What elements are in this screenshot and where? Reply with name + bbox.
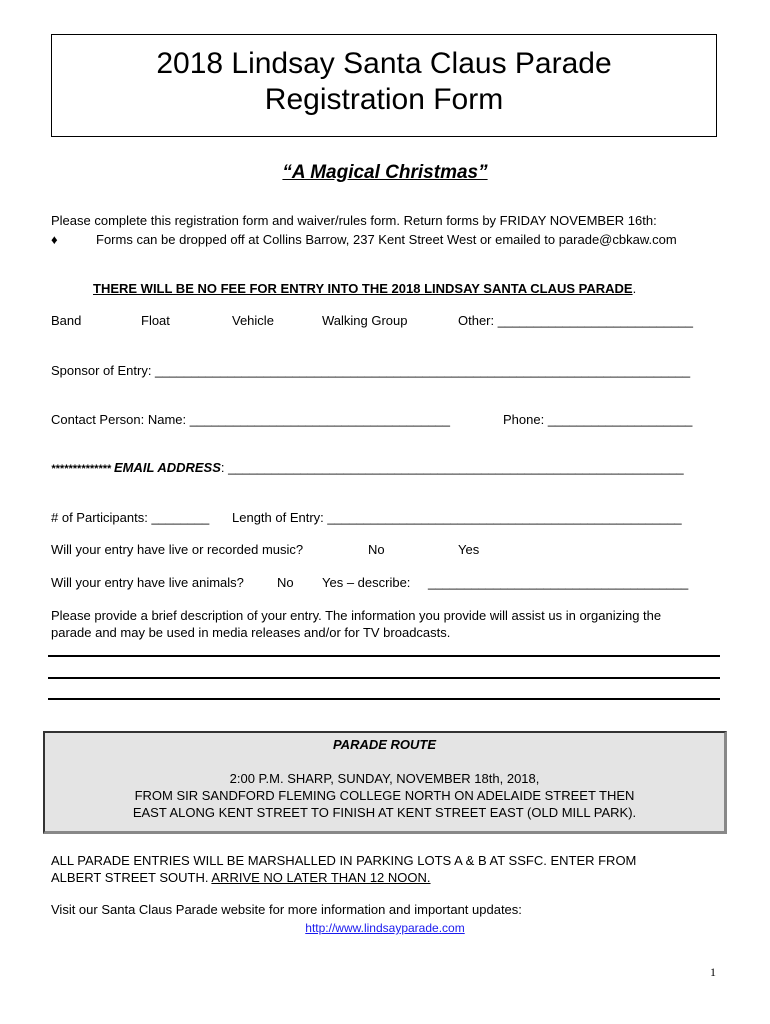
entry-type-band: Band [51, 313, 82, 328]
animals-question: Will your entry have live animals? [51, 575, 244, 590]
entry-type-other-field: Other: ___________________________ [458, 313, 693, 328]
parade-route-title: PARADE ROUTE [332, 737, 437, 752]
description-instructions-line-1: Please provide a brief description of your entry. The information you provide will assist us in organizing the [51, 608, 662, 623]
entry-type-vehicle: Vehicle [232, 313, 274, 328]
title-box [51, 34, 717, 137]
description-line-3 [48, 698, 720, 700]
description-instructions-line-2: parade and may be used in media releases and/or for TV broadcasts. [51, 625, 451, 640]
animals-no: No [277, 575, 294, 590]
music-yes: Yes [458, 542, 480, 557]
entry-type-walking-group: Walking Group [322, 313, 408, 328]
email-stars: ************** [51, 463, 114, 475]
sponsor-field: Sponsor of Entry: __________________________________________________________________________ [51, 363, 691, 378]
intro-line: Please complete this registration form and waiver/rules form. Return forms by FRIDAY NOVEMBER 16th: [51, 213, 657, 228]
entry-type-float: Float [141, 313, 170, 328]
title-line-2: Registration Form [264, 83, 504, 116]
email-field [51, 460, 684, 477]
parade-route-finish: EAST ALONG KENT STREET TO FINISH AT KENT STREET EAST (OLD MILL PARK). [132, 805, 637, 820]
participants-field: # of Participants: ________ [51, 510, 210, 525]
email-blank: : _______________________________________________________________ [220, 460, 684, 475]
website-link[interactable]: http://www.lindsayparade.com [305, 921, 465, 935]
drop-off-line: Forms can be dropped off at Collins Barrow, 237 Kent Street West or emailed to parade@cbkaw.com [96, 232, 677, 247]
title-line-1: 2018 Lindsay Santa Claus Parade [156, 47, 612, 80]
website-link-wrap [0, 919, 770, 937]
description-line-1 [48, 655, 720, 657]
page-number: 1 [710, 965, 716, 979]
marshalled-line-2 [51, 870, 431, 886]
contact-phone-field: Phone: ____________________ [503, 412, 693, 427]
animals-yes-describe: Yes – describe: [322, 575, 411, 590]
subtitle: “A Magical Christmas” [282, 162, 488, 183]
bullet-icon: ♦ [51, 232, 58, 247]
marshalled-prefix: ALBERT STREET SOUTH. [51, 870, 212, 885]
description-line-2 [48, 677, 720, 679]
website-text: Visit our Santa Claus Parade website for more information and important updates: [51, 902, 522, 917]
music-no: No [368, 542, 385, 557]
music-question: Will your entry have live or recorded music? [51, 542, 304, 557]
no-fee-notice [93, 281, 636, 297]
no-fee-text: THERE WILL BE NO FEE FOR ENTRY INTO THE 2018 LINDSAY SANTA CLAUS PARADE [93, 281, 633, 296]
length-field: Length of Entry: _________________________________________________ [232, 510, 682, 525]
arrive-deadline: ARRIVE NO LATER THAN 12 NOON. [211, 870, 431, 885]
parade-route-box [43, 731, 727, 834]
no-fee-period: . [632, 281, 637, 296]
animals-describe-blank: ____________________________________ [428, 575, 689, 590]
marshalled-line-1: ALL PARADE ENTRIES WILL BE MARSHALLED IN PARKING LOTS A & B AT SSFC. ENTER FROM [51, 853, 637, 868]
parade-route-start: FROM SIR SANDFORD FLEMING COLLEGE NORTH ON ADELAIDE STREET THEN [134, 788, 635, 803]
email-label: EMAIL ADDRESS [114, 460, 221, 475]
contact-name-field: Contact Person: Name: ____________________________________ [51, 412, 451, 427]
parade-route-time: 2:00 P.M. SHARP, SUNDAY, NOVEMBER 18th, 2018, [229, 771, 540, 786]
